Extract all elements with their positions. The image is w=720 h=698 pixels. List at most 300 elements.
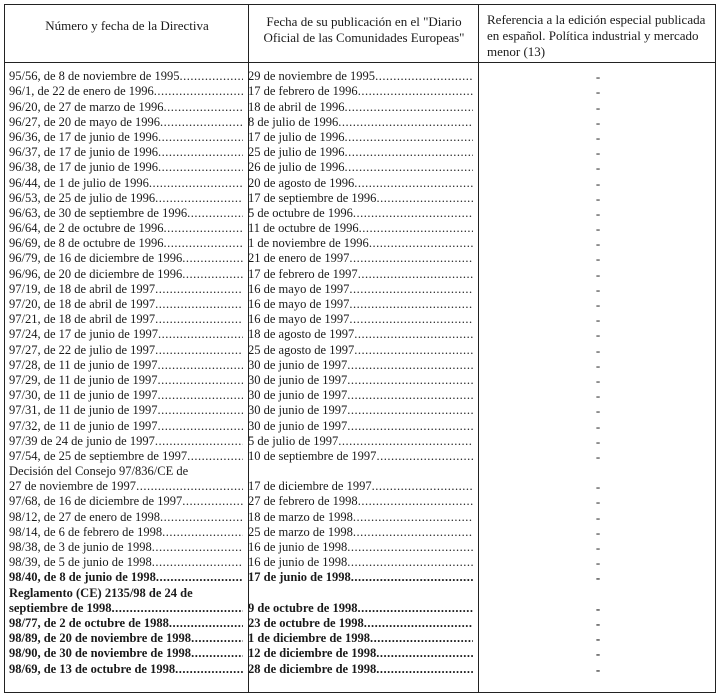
publication-date-text: 17 de febrero de 1997 [248,266,358,281]
dot-leader [149,176,243,191]
reference-cell: - [595,69,601,85]
reference-cell: - [595,190,601,206]
directive-cell [9,100,243,115]
dot-leader [157,419,243,434]
dot-leader [155,297,243,312]
directive-cell [9,434,243,449]
reference-cell: - [595,524,601,540]
directive-cell [9,69,243,84]
publication-date-cell [248,100,473,115]
dot-leader [175,662,243,677]
directive-cell [9,419,243,434]
dot-leader [354,176,473,191]
directive-text: 96/63, de 30 de septiembre de 1996 [9,205,188,220]
directive-cell [9,236,243,251]
publication-date-text: 28 de diciembre de 1998 [248,661,377,676]
publication-date-text: 20 de agosto de 1996 [248,175,355,190]
dot-leader [376,646,473,661]
publication-date-text: 17 de junio de 1998 [248,570,351,585]
table-row [5,388,717,403]
publication-date-text: 30 de junio de 1997 [248,418,348,433]
directive-cell [9,449,243,464]
dot-leader [157,358,243,373]
dot-leader [152,540,243,555]
dot-leader [347,419,473,434]
dot-leader [157,403,243,418]
directive-text: 96/1, de 22 de enero de 1996 [9,84,154,99]
dot-leader [155,343,243,358]
dot-leader [163,221,243,236]
table-row [5,570,717,585]
directive-text: 96/37, de 17 de junio de 1996 [9,145,158,160]
dot-leader [353,510,473,525]
dot-leader [347,373,473,388]
dot-leader [136,479,243,494]
dot-leader [157,388,243,403]
dot-leader [160,510,243,525]
directive-text: 98/89, de 20 de noviembre de 1998 [9,631,192,646]
reference-cell: - [595,84,601,100]
dot-leader [155,282,243,297]
dot-leader [182,494,243,509]
directive-cell [9,160,243,175]
publication-date-cell [248,494,473,509]
directive-text: 97/68, de 16 de diciembre de 1997 [9,494,183,509]
publication-date-text: 25 de julio de 1996 [248,145,345,160]
reference-cell: - [595,388,601,404]
publication-date-cell [248,130,473,145]
directive-text: Decisión del Consejo 97/836/CE de [9,464,189,479]
directive-cell [9,343,243,358]
table-row [5,418,717,433]
publication-date-cell [248,191,473,206]
publication-date-text: 9 de octubre de 1998 [248,600,358,615]
table-row [5,236,717,251]
dot-leader [370,631,473,646]
dot-leader [354,327,473,342]
directive-cell [9,646,243,661]
table-row [5,403,717,418]
dot-leader [179,69,243,84]
dot-leader [157,373,243,388]
directive-text: 96/64, de 2 de octubre de 1996 [9,221,164,236]
table-row [5,509,717,524]
directive-cell [9,145,243,160]
dot-leader [345,100,473,115]
dot-leader [349,312,473,327]
directive-cell [9,297,243,312]
directive-text: 98/12, de 27 de enero de 1998 [9,509,161,524]
reference-cell: - [595,403,601,419]
publication-date-cell [248,251,473,266]
publication-date-cell [248,555,473,570]
reference-cell: - [595,646,601,662]
dot-leader [347,358,473,373]
publication-date-text: 1 de noviembre de 1996 [248,236,369,251]
dot-leader [349,251,473,266]
reference-cell: - [595,509,601,525]
publication-date-cell [248,327,473,342]
directive-text: 96/20, de 27 de marzo de 1996 [9,99,164,114]
table-row [5,555,717,570]
directive-cell [9,510,243,525]
dot-leader [338,115,473,130]
table-row [5,206,717,221]
table-row [5,282,717,297]
dot-leader [156,570,243,585]
table-row [5,464,717,494]
publication-date-cell [248,373,473,388]
table-row [5,585,717,615]
directive-text: septiembre de 1998 [9,600,112,615]
directive-text: 97/54, de 25 de septiembre de 1997 [9,448,188,463]
dot-leader [187,206,243,221]
publication-date-cell [248,160,473,175]
header-spanish-edition-reference: Referencia a la edición especial publicada en español. Política industrial y mercado menor (13) [487,12,706,59]
table-row [5,312,717,327]
directive-cell [9,388,243,403]
dot-leader [354,343,473,358]
table-row [5,251,717,266]
publication-date-text: 25 de agosto de 1997 [248,342,355,357]
dot-leader [375,69,473,84]
table-row [5,145,717,160]
dot-leader [358,494,473,509]
table-row [5,616,717,631]
dot-leader [372,479,473,494]
reference-cell: - [595,129,601,145]
dot-leader [358,601,474,616]
publication-date-text: 27 de febrero de 1998 [248,494,358,509]
directive-text: 97/32, de 11 de junio de 1997 [9,418,158,433]
reference-cell: - [595,114,601,130]
publication-date-cell [248,525,473,540]
publication-date-cell [248,282,473,297]
reference-cell: - [595,479,601,495]
directive-text: 96/96, de 20 de diciembre de 1996 [9,266,183,281]
directive-cell [9,327,243,342]
directive-text: 96/79, de 16 de diciembre de 1996 [9,251,183,266]
table-row [5,84,717,99]
directive-cell [9,267,243,282]
reference-cell: - [595,327,601,343]
dot-leader [158,327,243,342]
table-row [5,69,717,84]
directive-text: 98/77, de 2 de octubre de 1988 [9,615,169,630]
reference-cell: - [595,570,601,586]
dot-leader [376,449,473,464]
header-directive-number-date: Número y fecha de la Directiva [45,18,209,33]
directive-cell [9,251,243,266]
reference-cell: - [595,145,601,161]
publication-date-text: 12 de diciembre de 1998 [248,646,377,661]
reference-cell: - [595,312,601,328]
dot-leader [347,540,473,555]
reference-cell: - [595,615,601,631]
directive-cell [9,373,243,388]
reference-cell: - [595,281,601,297]
publication-date-text: 11 de octubre de 1996 [248,221,359,236]
directive-text: 98/40, de 8 de junio de 1998 [9,570,156,585]
directive-text: 96/27, de 20 de mayo de 1996 [9,114,161,129]
dot-leader [163,236,243,251]
table-row [5,130,717,145]
publication-date-cell [248,449,473,464]
directive-cell [9,616,243,631]
dot-leader [158,130,243,145]
reference-cell: - [595,494,601,510]
reference-cell: - [595,448,601,464]
reference-cell: - [595,631,601,647]
reference-cell: - [595,99,601,115]
publication-date-text: 16 de mayo de 1997 [248,281,350,296]
publication-date-text: 17 de febrero de 1996 [248,84,358,99]
directive-cell [9,358,243,373]
directive-text: 27 de noviembre de 1997 [9,479,137,494]
publication-date-cell [248,267,473,282]
directive-cell [9,631,243,646]
directive-cell [9,206,243,221]
directive-cell [9,282,243,297]
directive-text: 95/56, de 8 de noviembre de 1995 [9,69,180,84]
publication-date-cell [248,236,473,251]
publication-date-text: 17 de diciembre de 1997 [248,479,372,494]
directive-text: 97/20, de 18 de abril de 1997 [9,297,156,311]
dot-leader [358,84,473,99]
reference-cell: - [595,600,601,616]
directive-cell [9,540,243,555]
publication-date-cell [248,601,473,616]
directive-cell [9,570,243,585]
dot-leader [187,449,243,464]
directive-cell [9,191,243,206]
dot-leader [353,525,473,540]
directive-text: 97/39 de 24 de junio de 1997 [9,433,155,448]
table-row [5,266,717,281]
publication-date-text: 30 de junio de 1997 [248,372,348,387]
directive-text: 96/53, de 25 de julio de 1996 [9,190,156,205]
publication-date-cell [248,115,473,130]
publication-date-cell [248,631,473,646]
dot-leader [155,312,243,327]
publication-date-cell [248,388,473,403]
table-row [5,631,717,646]
reference-cell: - [595,357,601,373]
dot-leader [154,84,243,99]
reference-cell: - [595,297,601,312]
publication-date-cell [248,358,473,373]
directive-text: 96/44, de 1 de julio de 1996 [9,175,149,190]
dot-leader [347,403,473,418]
reference-cell: - [595,342,601,358]
table-row [5,646,717,661]
table-row [5,540,717,555]
directive-text: 97/30, de 11 de junio de 1997 [9,388,158,403]
publication-date-text: 30 de junio de 1997 [248,357,348,372]
dot-leader [345,130,473,145]
dot-leader [349,297,473,312]
dot-leader [158,145,243,160]
dot-leader [353,206,473,221]
table-row [5,525,717,540]
publication-date-text: 1 de diciembre de 1998 [248,631,370,646]
publication-date-cell [248,662,473,677]
publication-date-text: 21 de enero de 1997 [248,251,350,266]
publication-date-cell [248,69,473,84]
publication-date-text: 25 de marzo de 1998 [248,524,353,539]
directive-cell [9,312,243,327]
directive-text: 96/38, de 17 de junio de 1996 [9,160,158,175]
directive-cell [9,525,243,540]
dot-leader [364,616,473,631]
directive-cell [9,494,243,509]
publication-date-text: 5 de octubre de 1996 [248,205,353,220]
publication-date-text: 23 de octubre de 1998 [248,615,364,630]
dot-leader [155,191,243,206]
reference-cell: - [595,251,601,267]
header-publication-date: Fecha de su publicación en el "Diario Oficial de las Comunidades Europeas" [263,14,465,45]
dot-leader [358,267,473,282]
dot-leader [376,662,473,677]
directive-cell [9,403,243,418]
dot-leader [345,145,473,160]
directive-cell [9,662,243,677]
publication-date-cell [248,540,473,555]
reference-cell: - [595,160,601,176]
publication-date-cell [248,297,473,312]
dot-leader [376,191,473,206]
publication-date-cell [248,510,473,525]
reference-cell: - [595,540,601,556]
dot-leader [338,434,473,449]
publication-date-text: 8 de julio de 1996 [248,114,339,129]
directive-cell [9,555,243,570]
publication-date-text: 17 de septiembre de 1996 [248,190,377,205]
dot-leader [191,646,243,661]
table-body [5,69,717,677]
dot-leader [182,251,243,266]
table-row [5,358,717,373]
publication-date-text: 16 de junio de 1998 [248,555,348,570]
directive-text: 98/90, de 30 de noviembre de 1998 [9,646,192,661]
directive-cell [9,115,243,130]
table-row [5,494,717,509]
table-row [5,160,717,175]
publication-date-text: 29 de noviembre de 1995 [248,69,376,84]
reference-cell: - [595,418,601,434]
publication-date-text: 30 de junio de 1997 [248,388,348,403]
dot-leader [162,525,243,540]
reference-cell: - [595,433,601,449]
directive-text: 97/19, de 18 de abril de 1997 [9,281,156,296]
publication-date-cell [248,145,473,160]
directive-cell [9,130,243,145]
reference-cell: - [595,175,601,191]
table-row [5,175,717,190]
dot-leader [191,631,243,646]
directive-text: 98/69, de 13 de octubre de 1998 [9,661,176,676]
directive-text: 98/38, de 3 de junio de 1998 [9,540,152,555]
publication-date-text: 18 de marzo de 1998 [248,509,353,524]
directive-text: 96/36, de 17 de junio de 1996 [9,129,158,144]
directive-text: 97/24, de 17 de junio de 1997 [9,327,158,342]
directive-cell [9,464,243,494]
publication-date-cell [248,206,473,221]
header-divider [5,62,715,63]
publication-date-cell [248,84,473,99]
directive-cell [9,221,243,236]
publication-date-cell [248,176,473,191]
table-row [5,449,717,464]
reference-cell: - [595,372,601,388]
dot-leader [359,221,473,236]
table-row [5,342,717,357]
dot-leader [345,160,473,175]
reference-cell: - [595,661,601,677]
dot-leader [349,282,473,297]
directive-cell [9,84,243,99]
dot-leader [158,160,243,175]
publication-date-text: 5 de julio de 1997 [248,433,339,448]
dot-leader [182,267,243,282]
dot-leader [160,115,243,130]
publication-date-text: 17 de julio de 1996 [248,129,345,144]
table-row [5,221,717,236]
directive-text: 98/39, de 5 de junio de 1998 [9,555,152,570]
dot-leader [169,616,243,631]
directive-cell [9,586,243,616]
dot-leader [351,570,473,585]
directive-cell [9,176,243,191]
dot-leader [155,434,243,449]
reference-cell: - [595,266,601,282]
dot-leader [347,388,473,403]
dot-leader [152,555,243,570]
publication-date-text: 18 de agosto de 1997 [248,327,355,342]
directive-text: 97/31, de 11 de junio de 1997 [9,403,158,418]
publication-date-text: 18 de abril de 1996 [248,99,345,114]
directive-text: 97/29, de 11 de junio de 1997 [9,372,158,387]
publication-date-cell [248,419,473,434]
publication-date-cell [248,570,473,585]
table-row [5,191,717,206]
publication-date-text: 30 de junio de 1997 [248,403,348,418]
table-row [5,327,717,342]
publication-date-cell [248,646,473,661]
table-row [5,99,717,114]
reference-cell: - [595,205,601,221]
dot-leader [112,601,243,616]
publication-date-cell [248,616,473,631]
reference-cell: - [595,236,601,252]
reference-cell: - [595,555,601,571]
table-row [5,661,717,676]
directive-text: 97/28, de 11 de junio de 1997 [9,357,158,372]
directive-text: 97/21, de 18 de abril de 1997 [9,312,156,327]
publication-date-text: 16 de mayo de 1997 [248,312,350,327]
publication-date-cell [248,343,473,358]
publication-date-text: 26 de julio de 1996 [248,160,345,175]
dot-leader [347,555,473,570]
reference-cell: - [595,221,601,237]
directive-text: 98/14, de 6 de febrero de 1998 [9,524,163,539]
publication-date-text: 16 de mayo de 1997 [248,297,350,311]
publication-date-cell [248,479,473,494]
publication-date-text: 10 de septiembre de 1997 [248,448,377,463]
publication-date-cell [248,403,473,418]
dot-leader [163,100,243,115]
directive-text: 96/69, de 8 de octubre de 1996 [9,236,164,251]
